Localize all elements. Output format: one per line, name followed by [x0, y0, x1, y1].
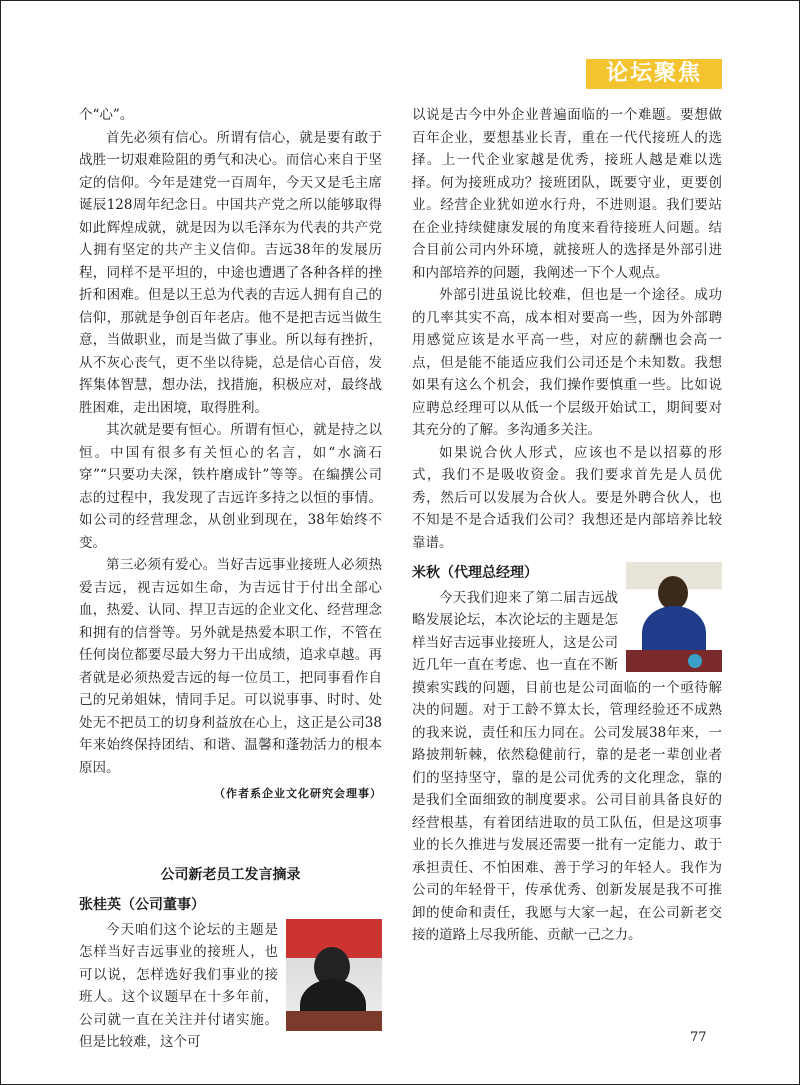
- speaker-photo: [286, 919, 382, 1031]
- author-note: （作者系企业文化研究会理事）: [214, 787, 382, 800]
- paragraph: 以说是古今中外企业普遍面临的一个难题。要想做百年企业，要想基业长青，重在一代代接班人的选择。上一代企业家越是优秀，接班人越是难以选择。何为接班成功？接班团队，既要守业，更要创业。经营企业犹如逆水行舟，不进则退。我们要站在企业持续健康发展的角度来看待接班人问题。结合目前公司内外环境，就接班人的选择是外部引进和内部培养的问题，我阐述一下个人观点。: [412, 107, 722, 281]
- page-number: 77: [690, 1030, 707, 1045]
- paragraph: 如果说合伙人形式，应该也不是以招募的形式，我们不是吸收资金。我们要求首先是人员优秀，然后可以发展为合伙人。要是外聘合伙人，也不知是不是合适我们公司？我想还是内部培养比较靠谱。: [412, 444, 722, 551]
- left-column: [79, 104, 382, 1054]
- paragraph: 今天我们迎来了第二届吉远战略发展论坛，本次论坛的主题是怎样当好吉远事业接班人，这是公司近几年一直在考虑、也一直在不断摸索实践的问题，目前也是公司面临的一个亟待解决的问题。对于工龄不算太长，管理经验还不成熟的我来说，责任和压力同在。公司发展38年来，一路披荆斩棘，依然稳健前行，靠的是老一辈创业者们的坚持坚守，靠的是公司优秀的文化理念，靠的是我们全面细致的制度要求。公司目前具备良好的经营根基，有着团结进取的员工队伍，但是这项事业的长久推进与发展还需要一批有一定能力、敢于承担责任、不怕困难、善于学习的年轻人。我作为公司的年轻骨干，传承优秀、创新发展是我不可推卸的使命和责任，我愿与大家一起，在公司新老交接的道路上尽我所能、贡献一己之力。: [412, 589, 722, 943]
- paragraph: 外部引进虽说比较难，但也是一个途径。成功的几率其实不高，成本相对要高一些，因为外部聘用感觉应该是水平高一些，对应的薪酬也会高一点，但是能不能适应我们公司还是个未知数。我想如果有这么个机会，我们操作要慎重一些。比如说应聘总经理可以从低一个层级开始试工，期间要对其充分的了解。多沟通多关注。: [412, 287, 722, 438]
- paragraph: 其次就是要有恒心。所谓有恒心，就是持之以恒。中国有很多有关恒心的名言，如“水滴石穿”“只要功夫深，铁杵磨成针”等等。在编撰公司志的过程中，我发现了吉远许多持之以恒的事情。如公司的经营理念，从创业到现在，38年始终不变。: [79, 422, 382, 551]
- paragraph: 首先必须有信心。所谓有信心，就是要有敢于战胜一切艰难险阻的勇气和决心。而信心来自于坚定的信仰。今年是建党一百周年，今天又是毛主席诞辰128周年纪念日。中国共产党之所以能够取得如此辉煌成就，就是因为以毛泽东为代表的共产党人拥有坚定的共产主义信仰。吉远38年的发展历程，同样不是平坦的，中途也遭遇了各种各样的挫折和困难。但是以王总为代表的吉远人拥有自己的信仰，那就是争创百年老店。他不是把吉远当做生意，当做职业，而是当做了事业。所以每有挫折，从不灰心丧气，更不坐以待毙，总是信心百倍，发挥集体智慧，想办法，找措施，积极应对，最终战胜困难，走出困境，取得胜利。: [79, 129, 382, 416]
- speaker-photo: [626, 562, 722, 672]
- speaker-name: 米秋（代理总经理）: [412, 565, 538, 581]
- right-column: [412, 104, 722, 947]
- section-title: 公司新老员工发言摘录: [160, 866, 301, 883]
- speaker-name: 张桂英（公司董事）: [79, 897, 205, 913]
- paragraph: 个“心”。: [79, 107, 134, 123]
- section-tag: 论坛聚焦: [586, 59, 722, 89]
- paragraph: 第三必须有爱心。当好吉远事业接班人必须热爱吉远，视吉远如生命，为吉远甘于付出全部心血，热爱、认同、捍卫吉远的企业文化、经营理念和拥有的信誉等。另外就是热爱本职工作，不管在任何岗位都要尽最大努力干出成绩，追求卓越。再者就是必须热爱吉远的每一位员工，把同事看作自己的兄弟姐妹，情同手足。可以说事事、时时、处处无不把员工的切身利益放在心上，这正是公司38年来始终保持团结、和谐、温馨和蓬勃活力的根本原因。: [79, 557, 382, 776]
- paragraph: 今天咱们这个论坛的主题是怎样当好吉远事业的接班人，也可以说，怎样选好我们事业的接班人。这个议题早在十多年前，公司就一直在关注并付诸实施。但是比较难，这个可: [79, 921, 278, 1050]
